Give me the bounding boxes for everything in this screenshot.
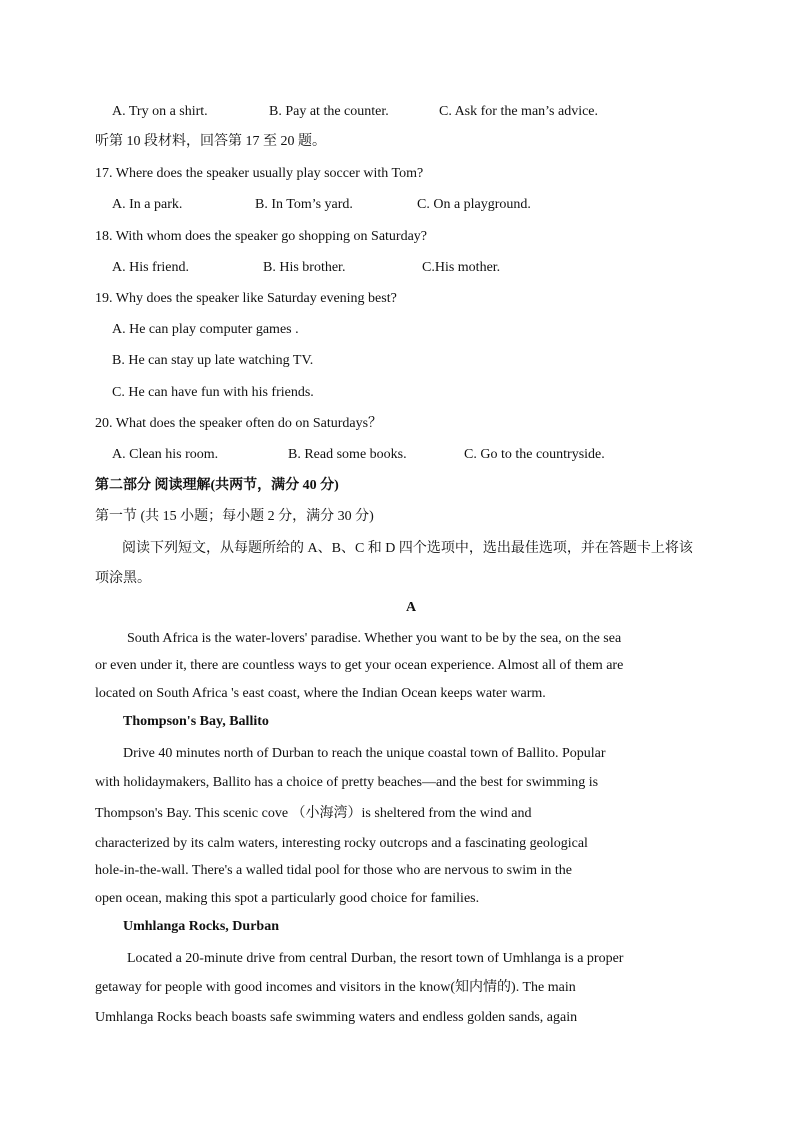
intro-line-3: located on South Africa 's east coast, where the Indian Ocean keeps water warm. [95, 686, 546, 701]
section-b-line-1: Located a 20-minute drive from central Durban, the resort town of Umhlanga is a proper [127, 951, 624, 966]
section-a-line-5: hole-in-the-wall. There's a walled tidal pool for those who are nervous to swim in the [95, 863, 572, 878]
q19-stem: 19. Why does the speaker like Saturday evening best? [95, 291, 397, 306]
section-a-line-4: characterized by its calm waters, interesting rocky outcrops and a fascinating geological [95, 836, 588, 851]
section-b-line-3: Umhlanga Rocks beach boasts safe swimming waters and endless golden sands, again [95, 1010, 578, 1025]
section-b-title: Umhlanga Rocks, Durban [123, 919, 279, 934]
q16-option-c: C. Ask for the man’s advice. [439, 104, 599, 119]
section-b-line-2: getaway for people with good incomes and visitors in the know(知内情的). The main [95, 980, 576, 995]
section1-heading: 第一节 (共 15 小题；每小题 2 分，满分 30 分) [95, 509, 374, 524]
material-10-instruction: 听第 10 段材料，回答第 17 至 20 题。 [95, 134, 326, 149]
q17-stem: 17. Where does the speaker usually play soccer with Tom? [95, 166, 424, 181]
q18-option-a: A. His friend. [112, 260, 189, 275]
intro-line-1: South Africa is the water-lovers' paradise. Whether you want to be by the sea, on the sea [127, 631, 622, 646]
q20-option-a: A. Clean his room. [112, 447, 219, 462]
section-a-line-2: with holidaymakers, Ballito has a choice of pretty beaches—and the best for swimming is [95, 775, 599, 790]
q20-stem: 20. What does the speaker often do on Saturdays？ [95, 416, 383, 431]
q19-option-c: C. He can have fun with his friends. [112, 385, 314, 400]
q17-option-b: B. In Tom’s yard. [255, 197, 353, 212]
section-a-line-1: Drive 40 minutes north of Durban to reach the unique coastal town of Ballito. Popular [123, 746, 606, 761]
part2-heading: 第二部分 阅读理解(共两节，满分 40 分) [95, 478, 339, 493]
q19-option-a: A. He can play computer games . [112, 322, 299, 337]
instructions-line-2: 项涂黑。 [95, 571, 151, 586]
q18-option-c: C.His mother. [422, 260, 501, 275]
q17-option-a: A. In a park. [112, 197, 183, 212]
passage-letter: A [406, 600, 417, 615]
section-a-line-3: Thompson's Bay. This scenic cove （小海湾）is sheltered from the wind and [95, 806, 532, 821]
q18-stem: 18. With whom does the speaker go shopping on Saturday? [95, 229, 428, 244]
section-a-title: Thompson's Bay, Ballito [123, 714, 269, 729]
q20-option-c: C. Go to the countryside. [464, 447, 605, 462]
q16-option-a: A. Try on a shirt. [112, 104, 208, 119]
q18-option-b: B. His brother. [263, 260, 346, 275]
intro-line-2: or even under it, there are countless ways to get your ocean experience. Almost all of them are [95, 658, 624, 673]
instructions-line-1: 阅读下列短文，从每题所给的 A、B、C 和 D 四个选项中，选出最佳选项，并在答题卡上将该 [122, 541, 693, 556]
q17-option-c: C. On a playground. [417, 197, 531, 212]
q16-option-b: B. Pay at the counter. [269, 104, 389, 119]
q19-option-b: B. He can stay up late watching TV. [112, 353, 314, 368]
section-a-line-6: open ocean, making this spot a particularly good choice for families. [95, 891, 480, 906]
q20-option-b: B. Read some books. [288, 447, 407, 462]
